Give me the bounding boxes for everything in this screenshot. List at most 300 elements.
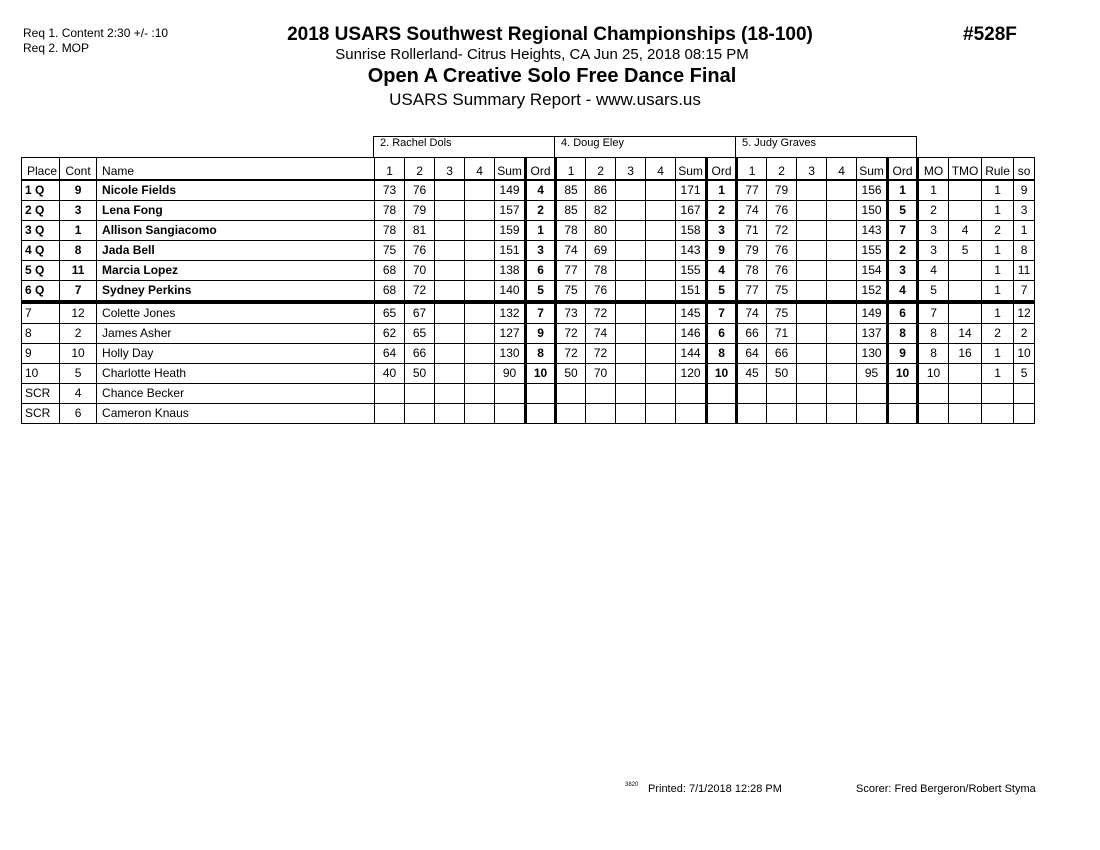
judge-name: 2. Rachel Dols [374, 137, 555, 158]
score-cell [616, 384, 646, 404]
ordinal-cell: 1 [888, 180, 918, 201]
sum-cell: 132 [495, 302, 526, 324]
score-cell [797, 261, 827, 281]
place-cell: 7 [22, 302, 60, 324]
score-cell [797, 281, 827, 303]
ordinal-cell: 7 [888, 221, 918, 241]
rule-cell: 1 [982, 180, 1014, 201]
name-cell: Nicole Fields [97, 180, 375, 201]
score-cell [556, 404, 586, 424]
rule-cell: 1 [982, 344, 1014, 364]
score-cell: 78 [737, 261, 767, 281]
rule-cell: 1 [982, 201, 1014, 221]
score-cell [465, 221, 495, 241]
requirement-1: Req 1. Content 2:30 +/- :10 [23, 26, 169, 40]
rule-cell [982, 404, 1014, 424]
judge-header [373, 136, 917, 157]
place-cell: 6 Q [22, 281, 60, 303]
mo-cell: 3 [918, 221, 949, 241]
score-cell [616, 221, 646, 241]
score-cell [375, 384, 405, 404]
sum-cell: 146 [676, 324, 707, 344]
score-cell: 72 [556, 324, 586, 344]
ordinal-cell: 2 [526, 201, 556, 221]
ordinal-cell: 7 [526, 302, 556, 324]
sum-cell: 149 [857, 302, 888, 324]
sum-cell: 157 [495, 201, 526, 221]
score-cell [646, 404, 676, 424]
tmo-cell [949, 384, 982, 404]
ordinal-cell: 4 [888, 281, 918, 303]
sum-cell [857, 384, 888, 404]
name-cell: Lena Fong [97, 201, 375, 221]
rule-cell: 2 [982, 221, 1014, 241]
sum-cell: 130 [857, 344, 888, 364]
score-cell [435, 364, 465, 384]
score-cell [465, 344, 495, 364]
so-cell: 9 [1014, 180, 1035, 201]
sum-cell [495, 404, 526, 424]
score-cell [646, 201, 676, 221]
requirement-2: Req 2. MOP [23, 41, 90, 55]
judge-1-col-header: 4 [465, 158, 495, 181]
rule-cell [982, 384, 1014, 404]
name-cell: Colette Jones [97, 302, 375, 324]
score-cell: 75 [767, 302, 797, 324]
table-row [22, 281, 1035, 303]
score-cell: 64 [375, 344, 405, 364]
score-cell: 75 [767, 281, 797, 303]
tmo-cell [949, 201, 982, 221]
score-cell: 50 [556, 364, 586, 384]
ordinal-cell [526, 384, 556, 404]
sum-cell: 159 [495, 221, 526, 241]
ordinal-cell: 10 [888, 364, 918, 384]
score-cell [616, 364, 646, 384]
name-header: Name [97, 158, 375, 181]
sum-cell [676, 384, 707, 404]
score-cell [797, 404, 827, 424]
ordinal-cell: 7 [707, 302, 737, 324]
score-cell [797, 324, 827, 344]
score-cell: 66 [405, 344, 435, 364]
sum-cell: 140 [495, 281, 526, 303]
printed-date: Printed: 7/1/2018 12:28 PM [648, 783, 782, 795]
report-code: 3820 [625, 782, 639, 788]
score-cell: 73 [375, 180, 405, 201]
sum-cell: 171 [676, 180, 707, 201]
cont-cell: 12 [60, 302, 97, 324]
score-cell: 77 [556, 261, 586, 281]
mo-cell: 3 [918, 241, 949, 261]
name-cell: Cameron Knaus [97, 404, 375, 424]
score-cell [827, 344, 857, 364]
score-cell: 50 [767, 364, 797, 384]
place-cell: 9 [22, 344, 60, 364]
score-cell: 67 [405, 302, 435, 324]
judge-3-col-header: 1 [737, 158, 767, 181]
ordinal-cell: 9 [707, 241, 737, 261]
cont-cell: 6 [60, 404, 97, 424]
score-cell [435, 221, 465, 241]
judge-name: 4. Doug Eley [555, 137, 736, 158]
cont-cell: 5 [60, 364, 97, 384]
ordinal-cell: 1 [707, 180, 737, 201]
name-cell: Chance Becker [97, 384, 375, 404]
place-cell: 2 Q [22, 201, 60, 221]
ordinal-cell [888, 384, 918, 404]
score-cell [827, 302, 857, 324]
score-cell: 68 [375, 281, 405, 303]
score-cell [465, 241, 495, 261]
table-row [22, 241, 1035, 261]
cont-header: Cont [60, 158, 97, 181]
score-cell: 72 [405, 281, 435, 303]
score-cell [586, 384, 616, 404]
judge-2-col-header: 2 [586, 158, 616, 181]
score-cell [767, 384, 797, 404]
score-cell [797, 302, 827, 324]
score-cell: 79 [405, 201, 435, 221]
ordinal-cell: 6 [888, 302, 918, 324]
ordinal-cell [888, 404, 918, 424]
score-cell: 82 [586, 201, 616, 221]
sum-cell: 154 [857, 261, 888, 281]
judge-3-col-header: Ord [888, 158, 918, 181]
score-cell [827, 384, 857, 404]
so-cell: 7 [1014, 281, 1035, 303]
score-cell [616, 201, 646, 221]
name-cell: Jada Bell [97, 241, 375, 261]
score-cell: 80 [586, 221, 616, 241]
sum-cell: 155 [676, 261, 707, 281]
score-cell [465, 281, 495, 303]
cont-cell: 1 [60, 221, 97, 241]
event-number: #528F [963, 24, 1017, 45]
judge-name: 5. Judy Graves [736, 137, 917, 158]
tmo-cell: 14 [949, 324, 982, 344]
score-cell [646, 241, 676, 261]
score-cell [405, 404, 435, 424]
ordinal-cell: 5 [888, 201, 918, 221]
score-cell [797, 180, 827, 201]
table-row [22, 221, 1035, 241]
score-cell [435, 241, 465, 261]
judge-2-col-header: 3 [616, 158, 646, 181]
sum-cell: 167 [676, 201, 707, 221]
sum-cell [857, 404, 888, 424]
cont-cell: 8 [60, 241, 97, 261]
rule-cell: 1 [982, 364, 1014, 384]
sum-cell: 143 [676, 241, 707, 261]
cont-cell: 4 [60, 384, 97, 404]
table-row [22, 384, 1035, 404]
score-cell: 75 [375, 241, 405, 261]
score-cell [616, 404, 646, 424]
sum-cell: 95 [857, 364, 888, 384]
rule-cell: 1 [982, 281, 1014, 303]
ordinal-cell [526, 404, 556, 424]
sum-cell: 144 [676, 344, 707, 364]
judge-3-col-header: 4 [827, 158, 857, 181]
score-cell [646, 261, 676, 281]
scorer-names: Scorer: Fred Bergeron/Robert Styma [856, 783, 1036, 795]
score-cell [646, 364, 676, 384]
score-cell: 72 [556, 344, 586, 364]
cont-cell: 3 [60, 201, 97, 221]
score-cell: 74 [737, 302, 767, 324]
sum-cell: 158 [676, 221, 707, 241]
rule-cell: 1 [982, 302, 1014, 324]
ordinal-cell: 2 [707, 201, 737, 221]
score-cell: 66 [737, 324, 767, 344]
ordinal-cell: 10 [707, 364, 737, 384]
tmo-cell [949, 180, 982, 201]
mo-cell [918, 384, 949, 404]
sum-cell: 138 [495, 261, 526, 281]
so-cell: 11 [1014, 261, 1035, 281]
name-cell: Holly Day [97, 344, 375, 364]
cont-cell: 7 [60, 281, 97, 303]
ordinal-cell: 3 [526, 241, 556, 261]
score-cell [435, 344, 465, 364]
tmo-cell [949, 302, 982, 324]
tmo-cell: 16 [949, 344, 982, 364]
extra-col-header: TMO [949, 158, 982, 181]
extra-col-header: MO [918, 158, 949, 181]
extra-col-header: Rule [982, 158, 1014, 181]
judge-1-col-header: Ord [526, 158, 556, 181]
score-cell [646, 281, 676, 303]
score-cell: 76 [767, 201, 797, 221]
place-cell: SCR [22, 404, 60, 424]
score-cell [827, 261, 857, 281]
score-cell [737, 384, 767, 404]
mo-cell: 8 [918, 344, 949, 364]
mo-cell: 7 [918, 302, 949, 324]
place-cell: SCR [22, 384, 60, 404]
mo-cell [918, 404, 949, 424]
sum-cell: 120 [676, 364, 707, 384]
score-cell: 85 [556, 201, 586, 221]
table-row [22, 201, 1035, 221]
score-cell [435, 324, 465, 344]
score-cell: 77 [737, 281, 767, 303]
ordinal-cell: 1 [526, 221, 556, 241]
score-cell: 74 [586, 324, 616, 344]
judge-2-col-header: Ord [707, 158, 737, 181]
rule-cell: 1 [982, 241, 1014, 261]
score-cell [435, 281, 465, 303]
score-cell [797, 344, 827, 364]
judge-1-col-header: 2 [405, 158, 435, 181]
score-cell: 76 [767, 261, 797, 281]
score-cell [616, 261, 646, 281]
so-cell: 5 [1014, 364, 1035, 384]
sum-cell: 152 [857, 281, 888, 303]
score-cell [616, 180, 646, 201]
score-cell: 78 [375, 201, 405, 221]
score-cell [435, 404, 465, 424]
score-cell [646, 302, 676, 324]
score-cell: 70 [405, 261, 435, 281]
ordinal-cell: 6 [707, 324, 737, 344]
sum-cell: 150 [857, 201, 888, 221]
score-cell [465, 302, 495, 324]
score-cell [616, 302, 646, 324]
score-cell [435, 302, 465, 324]
place-cell: 5 Q [22, 261, 60, 281]
score-cell [646, 180, 676, 201]
event-title: Open A Creative Solo Free Dance Final [367, 65, 737, 87]
score-cell: 45 [737, 364, 767, 384]
score-cell [827, 404, 857, 424]
score-cell [827, 201, 857, 221]
score-cell [465, 364, 495, 384]
score-cell: 72 [586, 302, 616, 324]
ordinal-cell: 4 [707, 261, 737, 281]
place-cell: 3 Q [22, 221, 60, 241]
judge-3-col-header: 3 [797, 158, 827, 181]
tmo-cell [949, 261, 982, 281]
mo-cell: 5 [918, 281, 949, 303]
score-cell [435, 201, 465, 221]
place-cell: 4 Q [22, 241, 60, 261]
ordinal-cell: 3 [888, 261, 918, 281]
so-cell [1014, 404, 1035, 424]
ordinal-cell [707, 404, 737, 424]
score-cell: 62 [375, 324, 405, 344]
score-cell [827, 180, 857, 201]
judge-2-col-header: 1 [556, 158, 586, 181]
sum-cell: 90 [495, 364, 526, 384]
judge-2-col-header: Sum [676, 158, 707, 181]
so-cell: 3 [1014, 201, 1035, 221]
score-cell: 65 [405, 324, 435, 344]
so-cell: 10 [1014, 344, 1035, 364]
mo-cell: 2 [918, 201, 949, 221]
rule-cell: 2 [982, 324, 1014, 344]
score-cell: 50 [405, 364, 435, 384]
sum-cell: 151 [676, 281, 707, 303]
column-header-row [22, 158, 1035, 181]
score-cell: 40 [375, 364, 405, 384]
cont-cell: 2 [60, 324, 97, 344]
score-cell [616, 241, 646, 261]
ordinal-cell: 9 [888, 344, 918, 364]
name-cell: James Asher [97, 324, 375, 344]
judge-1-col-header: Sum [495, 158, 526, 181]
so-cell: 2 [1014, 324, 1035, 344]
score-cell [797, 201, 827, 221]
score-cell: 73 [556, 302, 586, 324]
judge-2-col-header: 4 [646, 158, 676, 181]
score-cell [797, 384, 827, 404]
score-cell [465, 384, 495, 404]
sum-cell: 143 [857, 221, 888, 241]
judge-3-col-header: 2 [767, 158, 797, 181]
sum-cell: 145 [676, 302, 707, 324]
sum-cell: 151 [495, 241, 526, 261]
report-title: USARS Summary Report - www.usars.us [389, 90, 701, 109]
score-cell: 77 [737, 180, 767, 201]
sum-cell: 149 [495, 180, 526, 201]
score-cell [737, 404, 767, 424]
score-cell [767, 404, 797, 424]
ordinal-cell: 8 [707, 344, 737, 364]
score-cell: 78 [375, 221, 405, 241]
score-cell [375, 404, 405, 424]
score-cell: 76 [767, 241, 797, 261]
score-cell [465, 201, 495, 221]
score-cell [827, 241, 857, 261]
score-cell [797, 364, 827, 384]
table-row [22, 364, 1035, 384]
score-cell [797, 241, 827, 261]
score-cell: 64 [737, 344, 767, 364]
score-cell [435, 384, 465, 404]
page-title: 2018 USARS Southwest Regional Championships (18-100) [287, 24, 813, 45]
tmo-cell: 4 [949, 221, 982, 241]
ordinal-cell: 2 [888, 241, 918, 261]
judge-1-col-header: 1 [375, 158, 405, 181]
score-cell [827, 364, 857, 384]
so-cell [1014, 384, 1035, 404]
so-cell: 1 [1014, 221, 1035, 241]
table-row [22, 404, 1035, 424]
score-cell [465, 324, 495, 344]
sum-cell: 127 [495, 324, 526, 344]
sum-cell [495, 384, 526, 404]
score-cell: 72 [767, 221, 797, 241]
ordinal-cell: 5 [707, 281, 737, 303]
score-cell: 75 [556, 281, 586, 303]
score-cell: 78 [556, 221, 586, 241]
score-cell [797, 221, 827, 241]
judge-3-col-header: Sum [857, 158, 888, 181]
ordinal-cell: 9 [526, 324, 556, 344]
table-row [22, 261, 1035, 281]
score-cell: 79 [737, 241, 767, 261]
place-header: Place [22, 158, 60, 181]
score-cell [827, 281, 857, 303]
ordinal-cell [707, 384, 737, 404]
score-cell [465, 404, 495, 424]
results-table [21, 157, 1035, 424]
ordinal-cell: 4 [526, 180, 556, 201]
sum-cell: 137 [857, 324, 888, 344]
score-cell: 69 [586, 241, 616, 261]
score-cell [616, 344, 646, 364]
score-cell: 86 [586, 180, 616, 201]
tmo-cell: 5 [949, 241, 982, 261]
sum-cell: 155 [857, 241, 888, 261]
so-cell: 12 [1014, 302, 1035, 324]
score-cell [646, 384, 676, 404]
rule-cell: 1 [982, 261, 1014, 281]
name-cell: Allison Sangiacomo [97, 221, 375, 241]
score-cell [435, 180, 465, 201]
ordinal-cell: 8 [888, 324, 918, 344]
score-cell: 85 [556, 180, 586, 201]
score-cell [827, 324, 857, 344]
ordinal-cell: 8 [526, 344, 556, 364]
score-cell: 79 [767, 180, 797, 201]
score-cell: 65 [375, 302, 405, 324]
tmo-cell [949, 281, 982, 303]
score-cell [616, 281, 646, 303]
mo-cell: 8 [918, 324, 949, 344]
